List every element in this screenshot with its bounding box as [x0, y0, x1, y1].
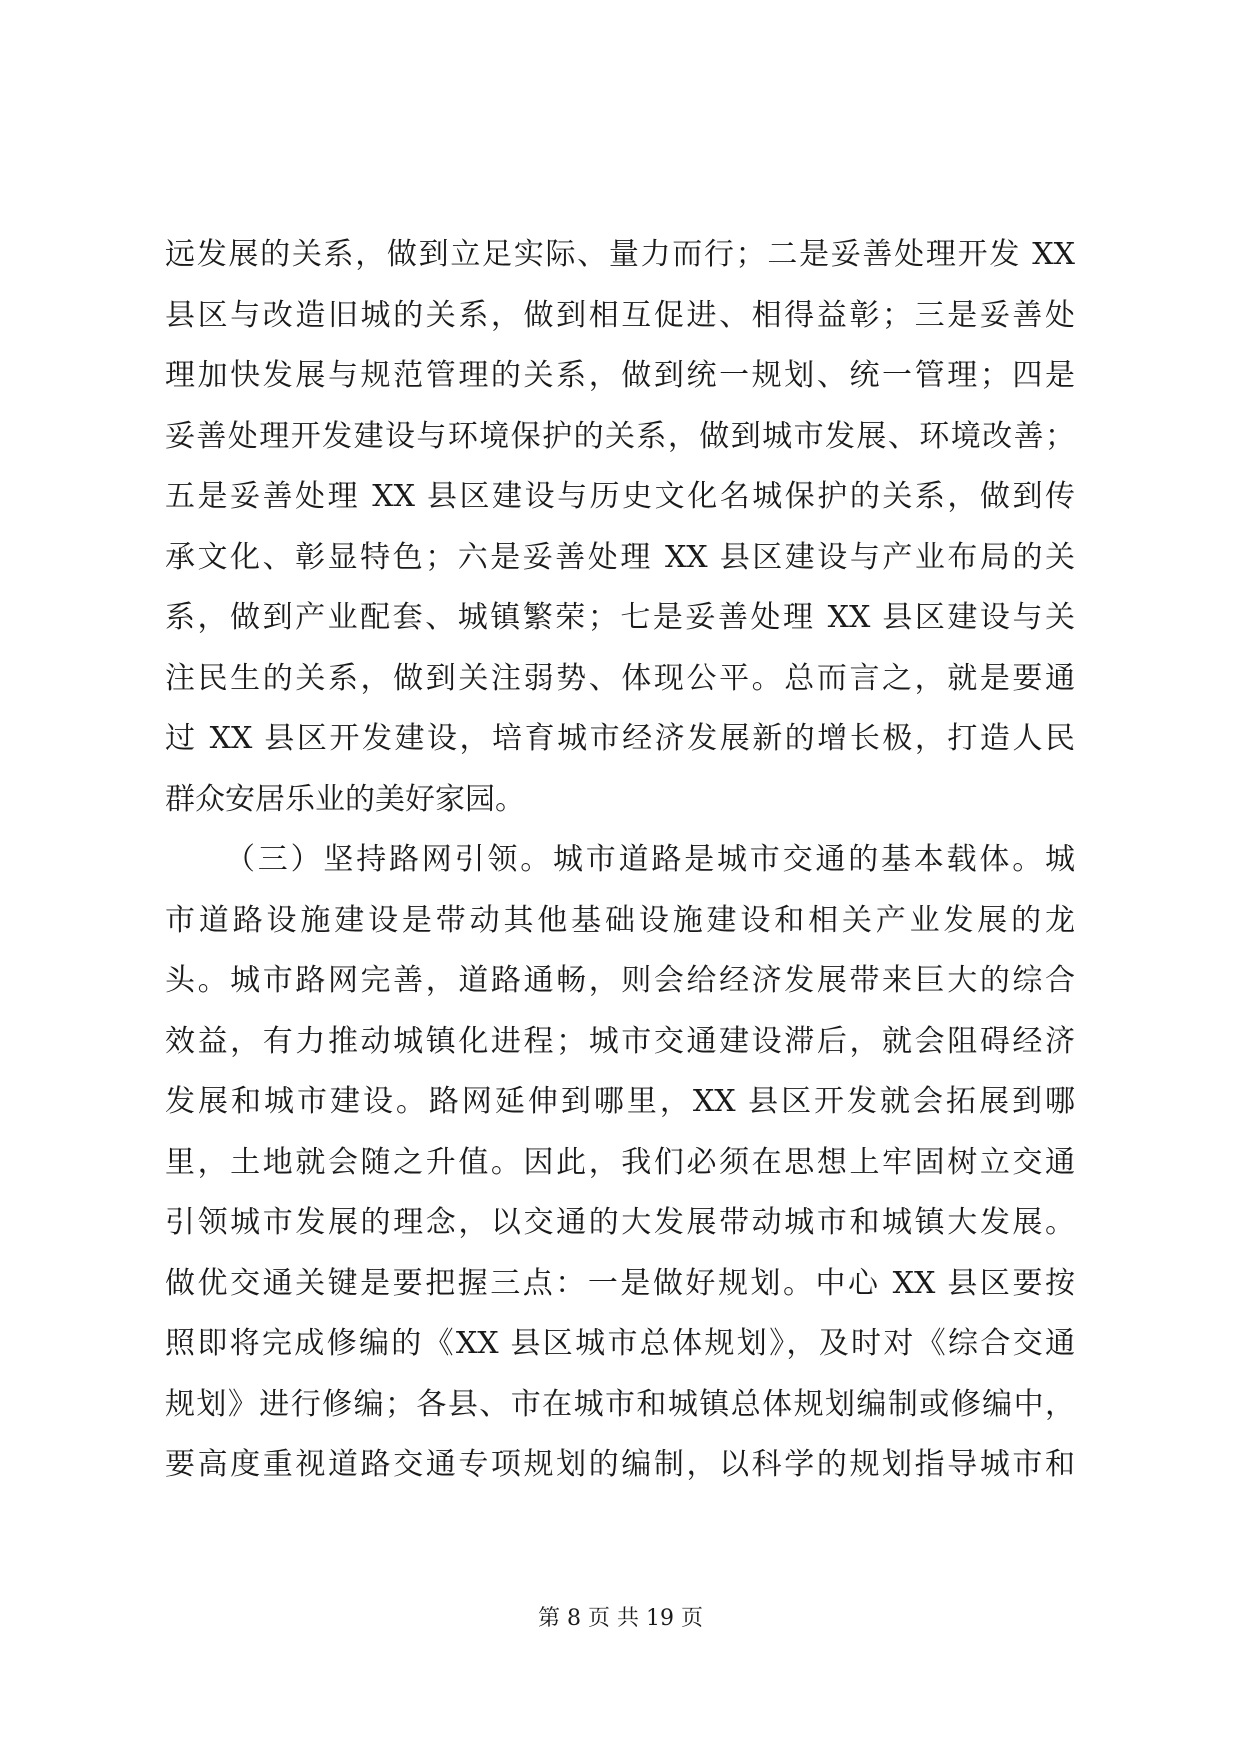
text-line: 妥善处理开发建设与环境保护的关系，做到城市发展、环境改善； [165, 418, 1075, 454]
text-line: 县区与改造旧城的关系，做到相互促进、相得益彰；三是妥善处 [165, 297, 1075, 333]
text-line: 市道路设施建设是带动其他基础设施建设和相关产业发展的龙 [165, 902, 1075, 938]
text-line-paragraph-start: （三）坚持路网引领。城市道路是城市交通的基本载体。城 [225, 842, 1075, 877]
text-line: 过 XX 县区开发建设，培育城市经济发展新的增长极，打造人民 [165, 721, 1075, 756]
text-line-paragraph-end: 群众安居乐业的美好家园。 [165, 781, 525, 817]
text-line: 远发展的关系，做到立足实际、量力而行；二是妥善处理开发 XX [165, 237, 1075, 272]
text-line: 做优交通关键是要把握三点：一是做好规划。中心 XX 县区要按 [165, 1265, 1075, 1301]
text-line: 照即将完成修编的《XX 县区城市总体规划》，及时对《综合交通 [165, 1326, 1075, 1361]
text-line: 要高度重视道路交通专项规划的编制，以科学的规划指导城市和 [165, 1447, 1075, 1482]
document-body [165, 225, 1075, 1496]
text-line: 里，土地就会随之升值。因此，我们必须在思想上牢固树立交通 [165, 1144, 1075, 1180]
text-line: 系，做到产业配套、城镇繁荣；七是妥善处理 XX 县区建设与关 [165, 600, 1075, 635]
text-line: 效益，有力推动城镇化进程；城市交通建设滞后，就会阻碍经济 [165, 1023, 1075, 1059]
text-line: 规划》进行修编；各县、市在城市和城镇总体规划编制或修编中， [165, 1386, 1075, 1422]
text-line: 五是妥善处理 XX 县区建设与历史文化名城保护的关系，做到传 [165, 479, 1075, 514]
text-line: 注民生的关系，做到关注弱势、体现公平。总而言之，就是要通 [165, 660, 1075, 696]
text-line: 头。城市路网完善，道路通畅，则会给经济发展带来巨大的综合 [165, 963, 1075, 998]
text-line: 发展和城市建设。路网延伸到哪里，XX 县区开发就会拓展到哪 [165, 1084, 1075, 1119]
text-line: 承文化、彰显特色；六是妥善处理 XX 县区建设与产业布局的关 [165, 539, 1075, 575]
page-number-footer: 第 8 页 共 19 页 [538, 1606, 703, 1631]
text-line: 引领城市发展的理念，以交通的大发展带动城市和城镇大发展。 [165, 1205, 1075, 1240]
text-line: 理加快发展与规范管理的关系，做到统一规划、统一管理；四是 [165, 358, 1075, 393]
